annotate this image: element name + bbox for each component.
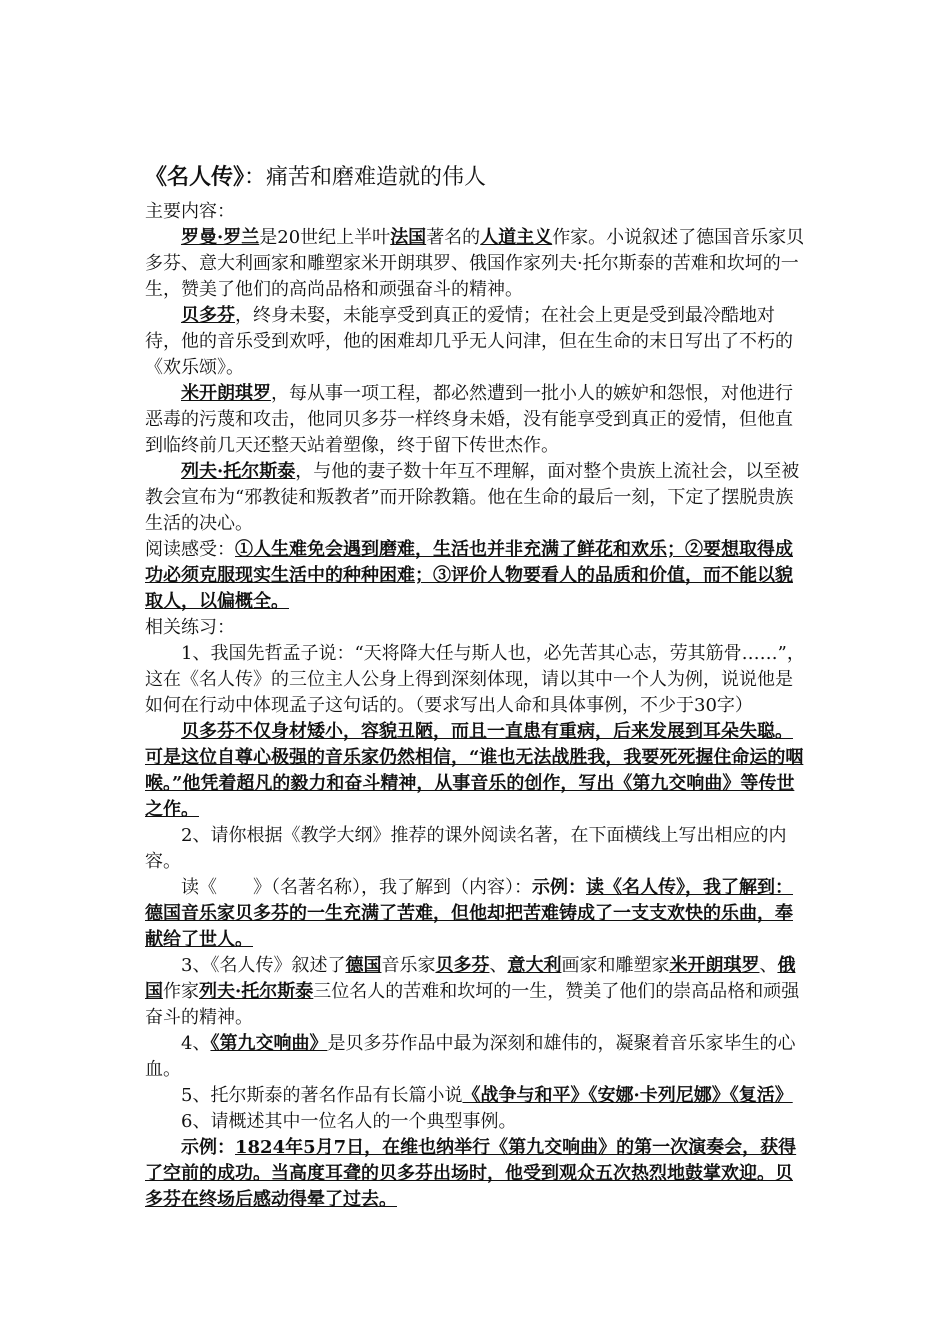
text: 画家和雕塑家 bbox=[561, 955, 670, 976]
example-label: 示例： bbox=[532, 877, 586, 898]
author-ideology: 人道主义 bbox=[480, 227, 553, 248]
feeling-label: 阅读感受： bbox=[145, 539, 235, 560]
title-book-name: 《名人传》 bbox=[145, 164, 245, 190]
feeling-text: ①人生难免会遇到磨难，生活也并非充满了鲜花和欢乐；②要想取得成功必须克服现实生活中的种种困难；③评价人物要看人的品质和价值，而不能以貌取人，以偏概全。 bbox=[145, 539, 793, 612]
example-text: 1824年5月7日，在维也纳举行《第九交响曲》的第一次演奏会，获得了空前的成功。当高度耳聋的贝多芬出场时，他受到观众五次热烈地鼓掌欢迎。贝多芬在终场后感动得晕了过去。 bbox=[145, 1137, 797, 1210]
blank-answer: 意大利 bbox=[507, 955, 562, 976]
question-5 bbox=[145, 1083, 810, 1109]
blank-answer: 《第九交响曲》 bbox=[210, 1033, 328, 1054]
blank-answer: 俄国 bbox=[145, 955, 796, 1002]
question-4 bbox=[145, 1031, 810, 1083]
answer-2 bbox=[145, 875, 810, 953]
text: 5、托尔斯泰的著名作品有长篇小说 bbox=[181, 1085, 463, 1106]
text: 三位名人的苦难和坎坷的一生，赞美了他们的崇高品格和顽强奋斗的精神。 bbox=[145, 981, 800, 1028]
question-3 bbox=[145, 953, 810, 1031]
example-text: 读《名人传》，我了解到：德国音乐家贝多芬的一生充满了苦难，但他却把苦难铸成了一支支欢快的乐曲，奉献给了世人。 bbox=[145, 877, 793, 950]
text: 作家 bbox=[163, 981, 199, 1002]
question-2: 2、请你根据《教学大纲》推荐的课外阅读名著，在下面横线上写出相应的内容。 bbox=[145, 825, 787, 872]
text: ，终身未娶，未能享受到真正的爱情；在社会上更是受到最冷酷地对待，他的音乐受到欢呼，他的困难却几乎无人问津，但在生命的末日写出了不朽的《欢乐颂》。 bbox=[145, 305, 793, 378]
example-label: 示例： bbox=[181, 1137, 235, 1158]
person-name: 米开朗琪罗 bbox=[181, 383, 271, 404]
document-title bbox=[145, 160, 810, 195]
question-1: 1、我国先哲孟子说：“天将降大任与斯人也，必先苦其心志，劳其筋骨……”，这在《名人传》的三位主人公身上得到深刻体现，请以其中一个人为例，说说他是如何在行动中体现孟子这句话的。（要求写出人命和具体事例，不少于30字） bbox=[145, 643, 805, 716]
author-country: 法国 bbox=[390, 227, 427, 248]
main-content-label: 主要内容： bbox=[145, 201, 235, 222]
blank-answer: 列夫·托尔斯泰 bbox=[199, 981, 314, 1002]
blank-answer: 《战争与和平》《安娜·卡列尼娜》《复活》 bbox=[462, 1085, 793, 1106]
text: 4、 bbox=[181, 1033, 211, 1054]
text: 是20世纪上半叶 bbox=[259, 227, 391, 248]
text: 音乐家 bbox=[381, 955, 436, 976]
answer-6 bbox=[145, 1135, 810, 1213]
paragraph-tolstoy bbox=[145, 459, 810, 537]
paragraph-author bbox=[145, 225, 810, 303]
exercise-label: 相关练习： bbox=[145, 617, 235, 638]
title-subtitle: ：痛苦和磨难造就的伟人 bbox=[244, 165, 487, 190]
blank-answer: 贝多芬 bbox=[435, 955, 490, 976]
text: 是贝多芬作品中最为深刻和雄伟的，凝聚着音乐家毕生的心血。 bbox=[145, 1033, 796, 1080]
blank-answer: 米开朗琪罗 bbox=[669, 955, 760, 976]
text: 著名的 bbox=[426, 227, 481, 248]
person-name: 贝多芬 bbox=[181, 305, 235, 326]
paragraph-michelangelo bbox=[145, 381, 810, 459]
reading-feeling bbox=[145, 537, 810, 615]
document-content bbox=[145, 160, 810, 1213]
text: ，每从事一项工程，都必然遭到一批小人的嫉妒和怨恨，对他进行恶毒的污蔑和攻击，他同贝多芬一样终身未婚，没有能享受到真正的爱情，但他直到临终前几天还整天站着塑像，终于留下传世杰作。 bbox=[145, 383, 793, 456]
paragraph-beethoven bbox=[145, 303, 810, 381]
answer-1: 贝多芬不仅身材矮小，容貌丑陋，而且一直患有重病，后来发展到耳朵失聪。可是这位自尊心极强的音乐家仍然相信，“谁也无法战胜我，我要死死握住命运的咽喉。”他凭着超凡的毅力和奋斗精神，从事音乐的创作，写出《第九交响曲》等传世之作。 bbox=[145, 721, 804, 820]
blank-answer: 德国 bbox=[345, 955, 382, 976]
fill-prompt: 读《 》（名著名称），我了解到（内容）： bbox=[181, 877, 532, 898]
text: 、 bbox=[489, 955, 508, 976]
person-name: 列夫·托尔斯泰 bbox=[181, 461, 296, 482]
text: ，与他的妻子数十年互不理解，面对整个贵族上流社会，以至被教会宣布为“邪教徒和叛教者”而开除教籍。他在生命的最后一刻，下定了摆脱贵族生活的决心。 bbox=[145, 461, 800, 534]
text: 3、《名人传》叙述了 bbox=[181, 955, 346, 976]
text: 、 bbox=[759, 955, 778, 976]
author-name: 罗曼·罗兰 bbox=[181, 227, 260, 248]
text: 作家。小说叙述了德国音乐家贝多芬、意大利画家和雕塑家米开朗琪罗、俄国作家列夫·托尔斯泰的苦难和坎坷的一生，赞美了他们的高尚品格和顽强奋斗的精神。 bbox=[145, 227, 805, 300]
question-6: 6、请概述其中一位名人的一个典型事例。 bbox=[181, 1111, 517, 1132]
